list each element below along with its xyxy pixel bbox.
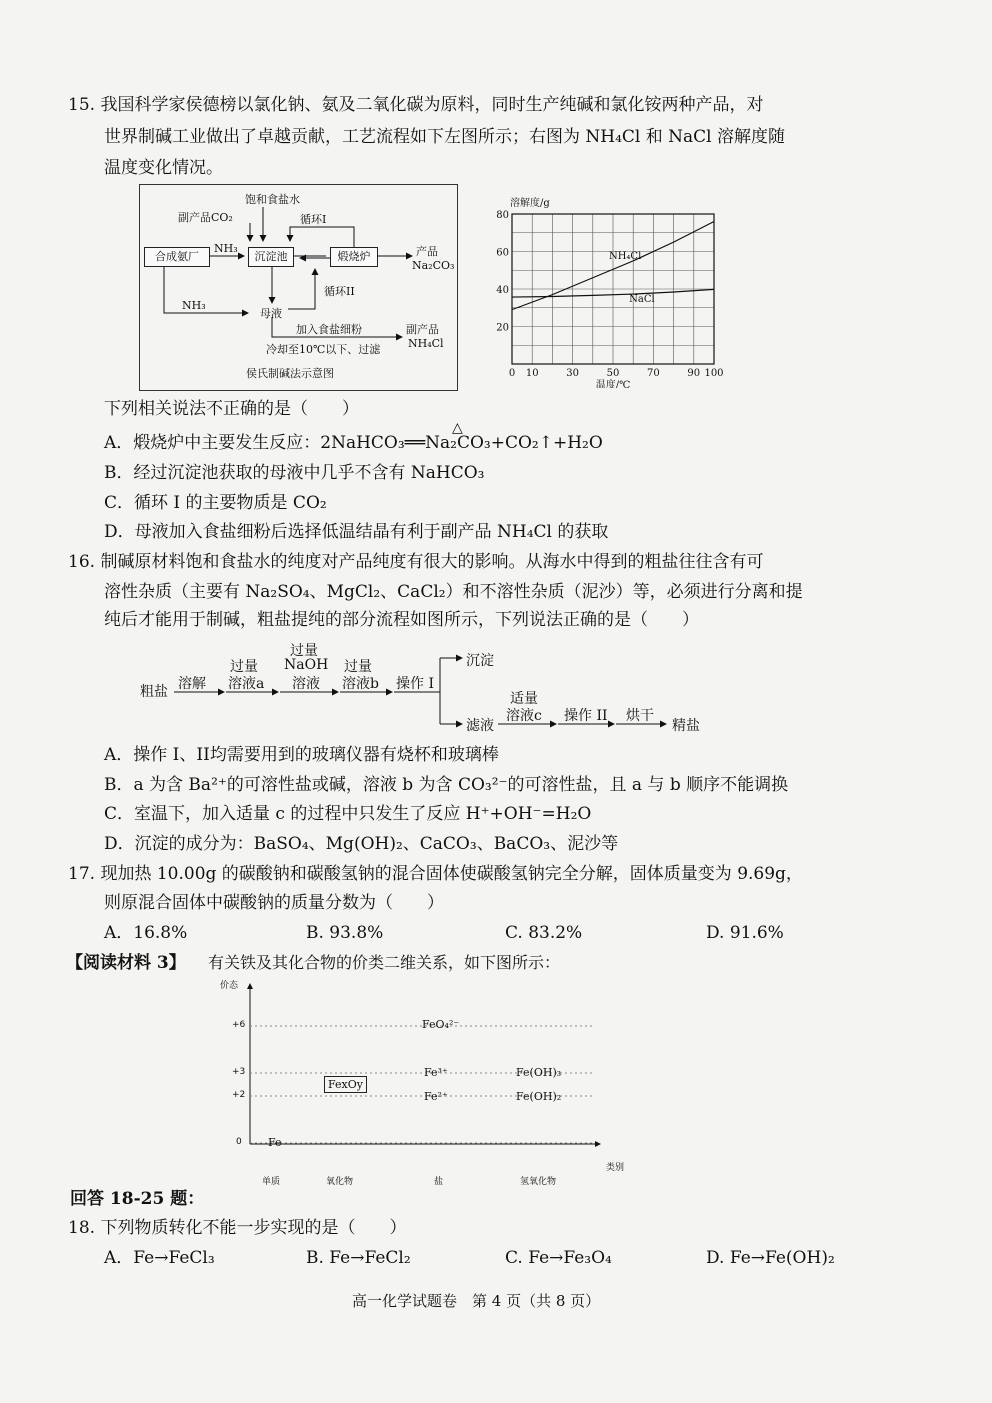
y-tick-label: 80 (496, 210, 509, 221)
flow-naoh: NaOH (284, 657, 329, 673)
answer-header: 回答 18-25 题： (70, 1189, 205, 1209)
label-product: 产品 (416, 245, 438, 258)
solubility-chart (494, 192, 734, 388)
y-tick-label: 20 (496, 322, 509, 334)
label-fexoy: FexOy (324, 1076, 367, 1093)
x-tick-label: 50 (606, 368, 620, 379)
flow-operation-1: 操作 I (396, 676, 434, 692)
q17-option-a: A．16.8% (104, 923, 188, 943)
cat-element: 单质 (262, 1177, 281, 1187)
q15-option-a: A．煅烧炉中主要发生反应：2NaHCO₃══Na₂CO₃+CO₂↑+H₂O (104, 433, 603, 453)
valence-axes (214, 976, 644, 1188)
box-precipitation-tank: 沉淀池 (248, 247, 294, 267)
q15-option-b: B．经过沉淀池获取的母液中几乎不含有 NaHCO₃ (104, 463, 485, 483)
q15-option-d: D．母液加入食盐细粉后选择低温结晶有利于副产品 NH₄Cl 的获取 (104, 522, 609, 542)
label-byproduct-co2: 副产品CO₂ (178, 211, 233, 224)
x-tick-label: 70 (647, 368, 660, 379)
flow-dry: 烘干 (626, 708, 654, 724)
x-tick-label: 0 (508, 368, 516, 379)
label-mother-liquor: 母液 (260, 307, 282, 320)
q16-option-c: C．室温下，加入适量 c 的过程中只发生了反应 H⁺+OH⁻=H₂O (104, 804, 592, 824)
label-cool-filter: 冷却至10℃以下、过滤 (266, 343, 381, 356)
category-axis-label: 类别 (606, 1163, 625, 1173)
hou-process-diagram (139, 184, 458, 391)
box-furnace: 煅烧炉 (330, 247, 378, 267)
x-tick-label: 10 (525, 368, 539, 379)
q18-stem: 18. 下列物质转化不能一步实现的是（ ） (68, 1218, 407, 1238)
y-tick-label: 60 (496, 247, 509, 259)
page-footer: 高一化学试题卷 第 4 页（共 8 页） (352, 1292, 601, 1310)
label-nh3-2: NH₃ (182, 299, 206, 312)
q17-option-b: B. 93.8% (306, 923, 384, 943)
q15-stem-line-3: 温度变化情况。 (104, 158, 223, 178)
tick-plus3: +3 (232, 1067, 246, 1077)
label-fe2: Fe²⁺ (424, 1090, 448, 1103)
flow-solution-b: 溶液b (342, 676, 379, 692)
tick-zero: 0 (236, 1137, 242, 1147)
q16-stem-line-1: 16. 制碱原材料饱和食盐水的纯度对产品纯度有很大的影响。从海水中得到的粗盐往往含有可 (68, 552, 764, 572)
iron-valence-diagram (214, 976, 644, 1188)
q16-stem-line-2: 溶性杂质（主要有 Na₂SO₄、MgCl₂、CaCl₂）和不溶性杂质（泥沙）等，必须进行分离和提 (104, 582, 803, 602)
purification-flow (140, 638, 720, 738)
flow-refined-salt: 精盐 (672, 718, 700, 734)
label-fe: Fe (268, 1136, 282, 1149)
q17-option-c: C. 83.2% (505, 923, 583, 943)
label-add-salt: 加入食盐细粉 (296, 323, 362, 336)
q18-option-a: A．Fe→FeCl₃ (104, 1248, 215, 1268)
flow-excess-naoh: 过量 (290, 643, 318, 659)
cat-hydroxide: 氢氧化物 (520, 1177, 557, 1187)
q17-stem-line-1: 17. 现加热 10.00g 的碳酸钠和碳酸氢钠的混合固体使碳酸氢钠完全分解，固体质量变为 9.69g， (68, 864, 803, 884)
flow-moderate-c: 适量 (510, 691, 538, 707)
reading-3-text: 有关铁及其化合物的价类二维关系，如下图所示： (208, 953, 561, 972)
label-nh3-1: NH₃ (214, 242, 238, 255)
q18-option-d: D. Fe→Fe(OH)₂ (706, 1248, 835, 1268)
x-tick-label: 90 (687, 368, 701, 379)
y-axis-label: 溶解度/g (510, 198, 550, 209)
flow-operation-2: 操作 II (564, 708, 608, 724)
q17-option-d: D. 91.6% (706, 923, 784, 943)
q16-stem-line-3: 纯后才能用于制碱，粗盐提纯的部分流程如图所示，下列说法正确的是（ ） (104, 610, 699, 630)
q15-stem-line-2: 世界制碱工业做出了卓越贡献，工艺流程如下左图所示；右图为 NH₄Cl 和 NaCl 溶解度随 (104, 127, 786, 147)
x-axis-label: 温度/℃ (595, 380, 631, 388)
label-feoh2: Fe(OH)₂ (516, 1090, 562, 1103)
q18-option-c: C. Fe→Fe₃O₄ (505, 1248, 612, 1268)
flow-naoh-solution: 溶液 (292, 676, 320, 692)
flow-excess-a: 过量 (230, 659, 258, 675)
q16-option-d: D．沉淀的成分为：BaSO₄、Mg(OH)₂、CaCO₃、BaCO₃、泥沙等 (104, 834, 619, 854)
label-nh4cl: NH₄Cl (408, 337, 444, 350)
q15-stem-line-1: 15. 我国科学家侯德榜以氯化钠、氨及二氧化碳为原料，同时生产纯碱和氯化铵两种产品，对 (68, 95, 764, 115)
label-byproduct-2: 副产品 (406, 323, 439, 336)
solubility-chart-svg (494, 192, 734, 388)
y-tick-label: 40 (496, 285, 509, 296)
label-cycle-2: 循环II (324, 285, 355, 298)
flow-crude-salt: 粗盐 (140, 684, 168, 700)
label-cycle-1: 循环I (300, 213, 327, 226)
q15-option-c: C．循环 I 的主要物质是 CO₂ (104, 493, 327, 513)
flow-solution-c: 溶液c (506, 708, 542, 724)
x-tick-label: 100 (704, 368, 724, 379)
flow-solution-a: 溶液a (228, 676, 265, 692)
q16-option-b: B．a 为含 Ba²⁺的可溶性盐或碱，溶液 b 为含 CO₃²⁻的可溶性盐，且 a 与 b 顺序不能调换 (104, 775, 789, 795)
label-feoh3: Fe(OH)₃ (516, 1066, 562, 1079)
valence-axis-label: 价态 (220, 981, 239, 991)
box-ammonia-plant: 合成氨厂 (144, 247, 210, 267)
label-product-formula: Na₂CO₃ (412, 259, 455, 272)
cat-oxide: 氧化物 (326, 1177, 354, 1187)
q18-option-b: B. Fe→FeCl₂ (306, 1248, 411, 1268)
label-feo4: FeO₄²⁻ (422, 1018, 460, 1031)
series-label: NaCl (629, 294, 655, 306)
q16-option-a: A．操作 I、II均需要用到的玻璃仪器有烧杯和玻璃棒 (104, 745, 499, 765)
flow-filtrate: 滤液 (466, 718, 494, 734)
label-fe3: Fe³⁺ (424, 1066, 448, 1079)
q17-stem-line-2: 则原混合固体中碳酸钠的质量分数为（ ） (104, 893, 444, 913)
reading-3-label: 【阅读材料 3】 (66, 953, 186, 973)
x-tick-label: 30 (566, 368, 579, 379)
diagram-caption: 侯氏制碱法示意图 (246, 367, 334, 380)
cat-salt: 盐 (434, 1177, 444, 1187)
q15-question: 下列相关说法不正确的是（ ） (104, 399, 359, 419)
tick-plus2: +2 (232, 1090, 246, 1100)
series-label: NH₄Cl (608, 251, 642, 262)
heat-symbol: △ (452, 420, 463, 436)
label-brine: 饱和食盐水 (245, 193, 300, 206)
flow-dissolve: 溶解 (178, 676, 206, 692)
flow-excess-b: 过量 (344, 659, 372, 675)
flow-precipitate: 沉淀 (466, 653, 494, 669)
tick-plus6: +6 (232, 1020, 246, 1030)
